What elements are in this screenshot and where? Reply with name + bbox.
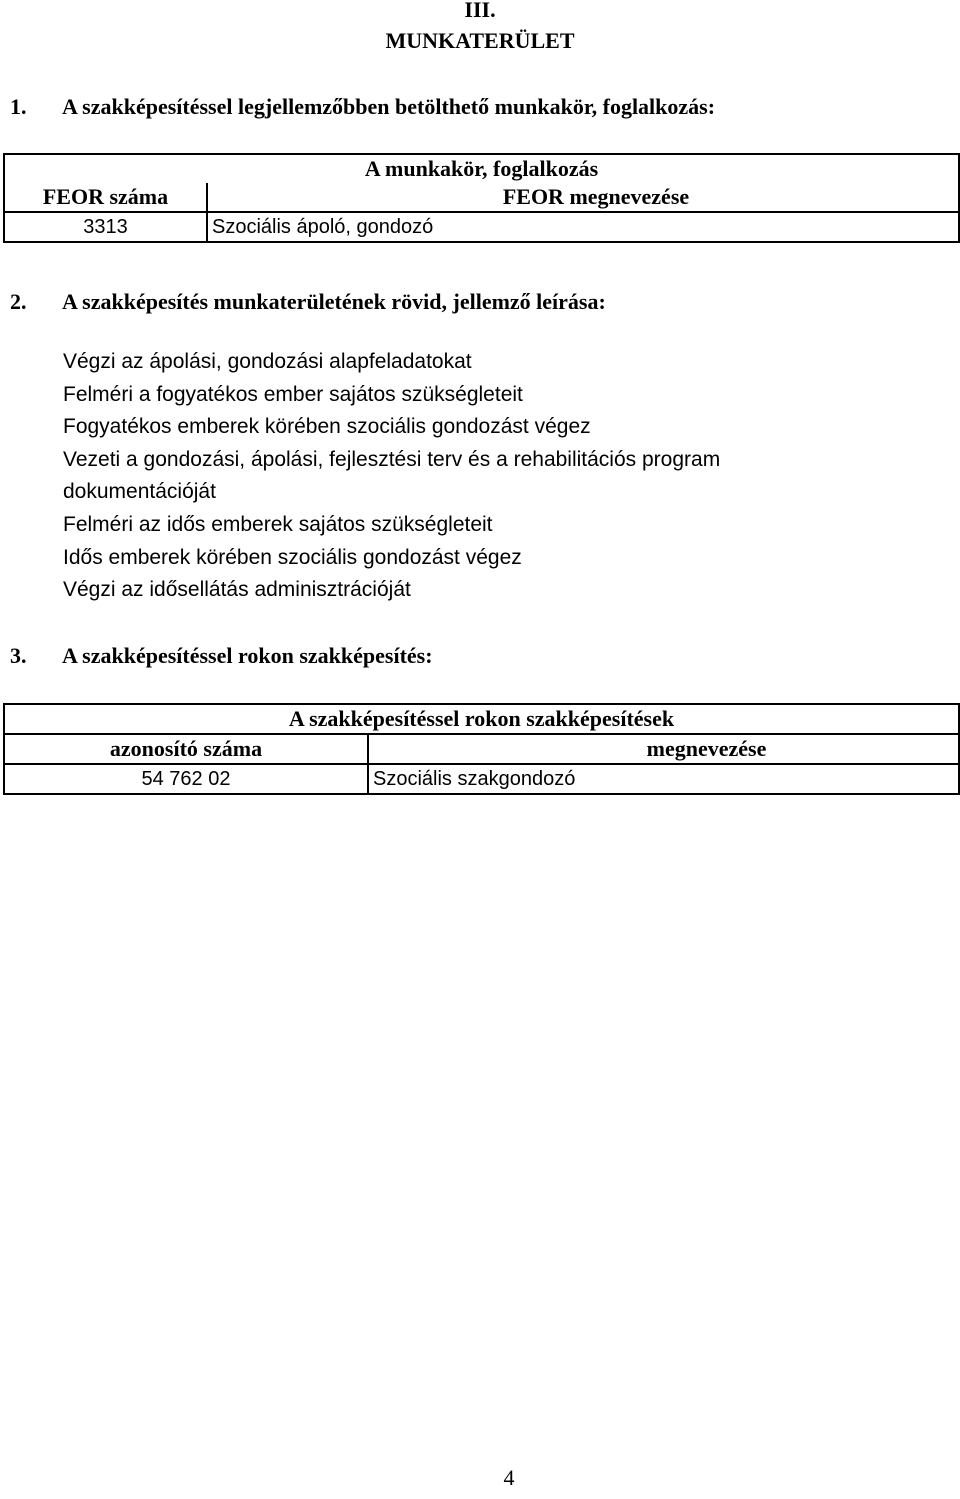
description-line: Végzi az idősellátás adminisztrációját [63, 578, 411, 602]
related-code-cell: 54 762 02 [4, 764, 368, 794]
related-name-header: megnevezése [368, 734, 959, 764]
document-section-title: MUNKATERÜLET [385, 28, 575, 53]
section-1-heading [10, 94, 715, 120]
description-line: dokumentációját [63, 480, 216, 504]
related-qualifications-table [3, 703, 960, 795]
work-area-description [63, 346, 943, 607]
section-3-title: A szakképesítéssel rokon szakképesítés: [62, 643, 433, 668]
page-number: 4 [503, 1465, 515, 1490]
table-row [4, 764, 959, 794]
feor-name-header: FEOR megnevezése [207, 183, 959, 212]
related-name-cell: Szociális szakgondozó [368, 764, 959, 794]
feor-code-cell: 3313 [4, 212, 207, 242]
table-row [4, 212, 959, 242]
feor-code-header: FEOR száma [4, 183, 207, 212]
document-section-roman-numeral: III. [464, 0, 496, 22]
related-code-header: azonosító száma [4, 734, 368, 764]
description-line: Felméri a fogyatékos ember sajátos szükségleteit [63, 382, 523, 406]
description-line: Idős emberek körében szociális gondozást végez [63, 545, 522, 569]
feor-table-caption: A munkakör, foglalkozás [4, 154, 959, 183]
description-line: Végzi az ápolási, gondozási alapfeladatokat [63, 350, 472, 373]
section-1-title: A szakképesítéssel legjellemzőbben betölthető munkakör, foglalkozás: [62, 94, 716, 119]
section-2-heading [10, 289, 606, 315]
section-2-title: A szakképesítés munkaterületének rövid, jellemző leírása: [62, 289, 606, 314]
section-3-number: 3. [10, 643, 27, 668]
description-line: Fogyatékos emberek körében szociális gondozást végez [63, 415, 591, 439]
feor-name-cell: Szociális ápoló, gondozó [207, 212, 959, 242]
description-line: Felméri az idős emberek sajátos szükségleteit [63, 512, 493, 536]
section-1-number: 1. [10, 94, 27, 119]
feor-table-header-row [4, 183, 959, 212]
related-table-caption: A szakképesítéssel rokon szakképesítések [4, 704, 959, 734]
description-line: Vezeti a gondozási, ápolási, fejlesztési terv és a rehabilitációs program [63, 447, 721, 471]
related-table-caption-row [4, 704, 959, 734]
related-table-header-row [4, 734, 959, 764]
section-2-number: 2. [10, 289, 27, 314]
feor-table [3, 153, 960, 243]
feor-table-caption-row [4, 154, 959, 183]
section-3-heading [10, 643, 433, 669]
